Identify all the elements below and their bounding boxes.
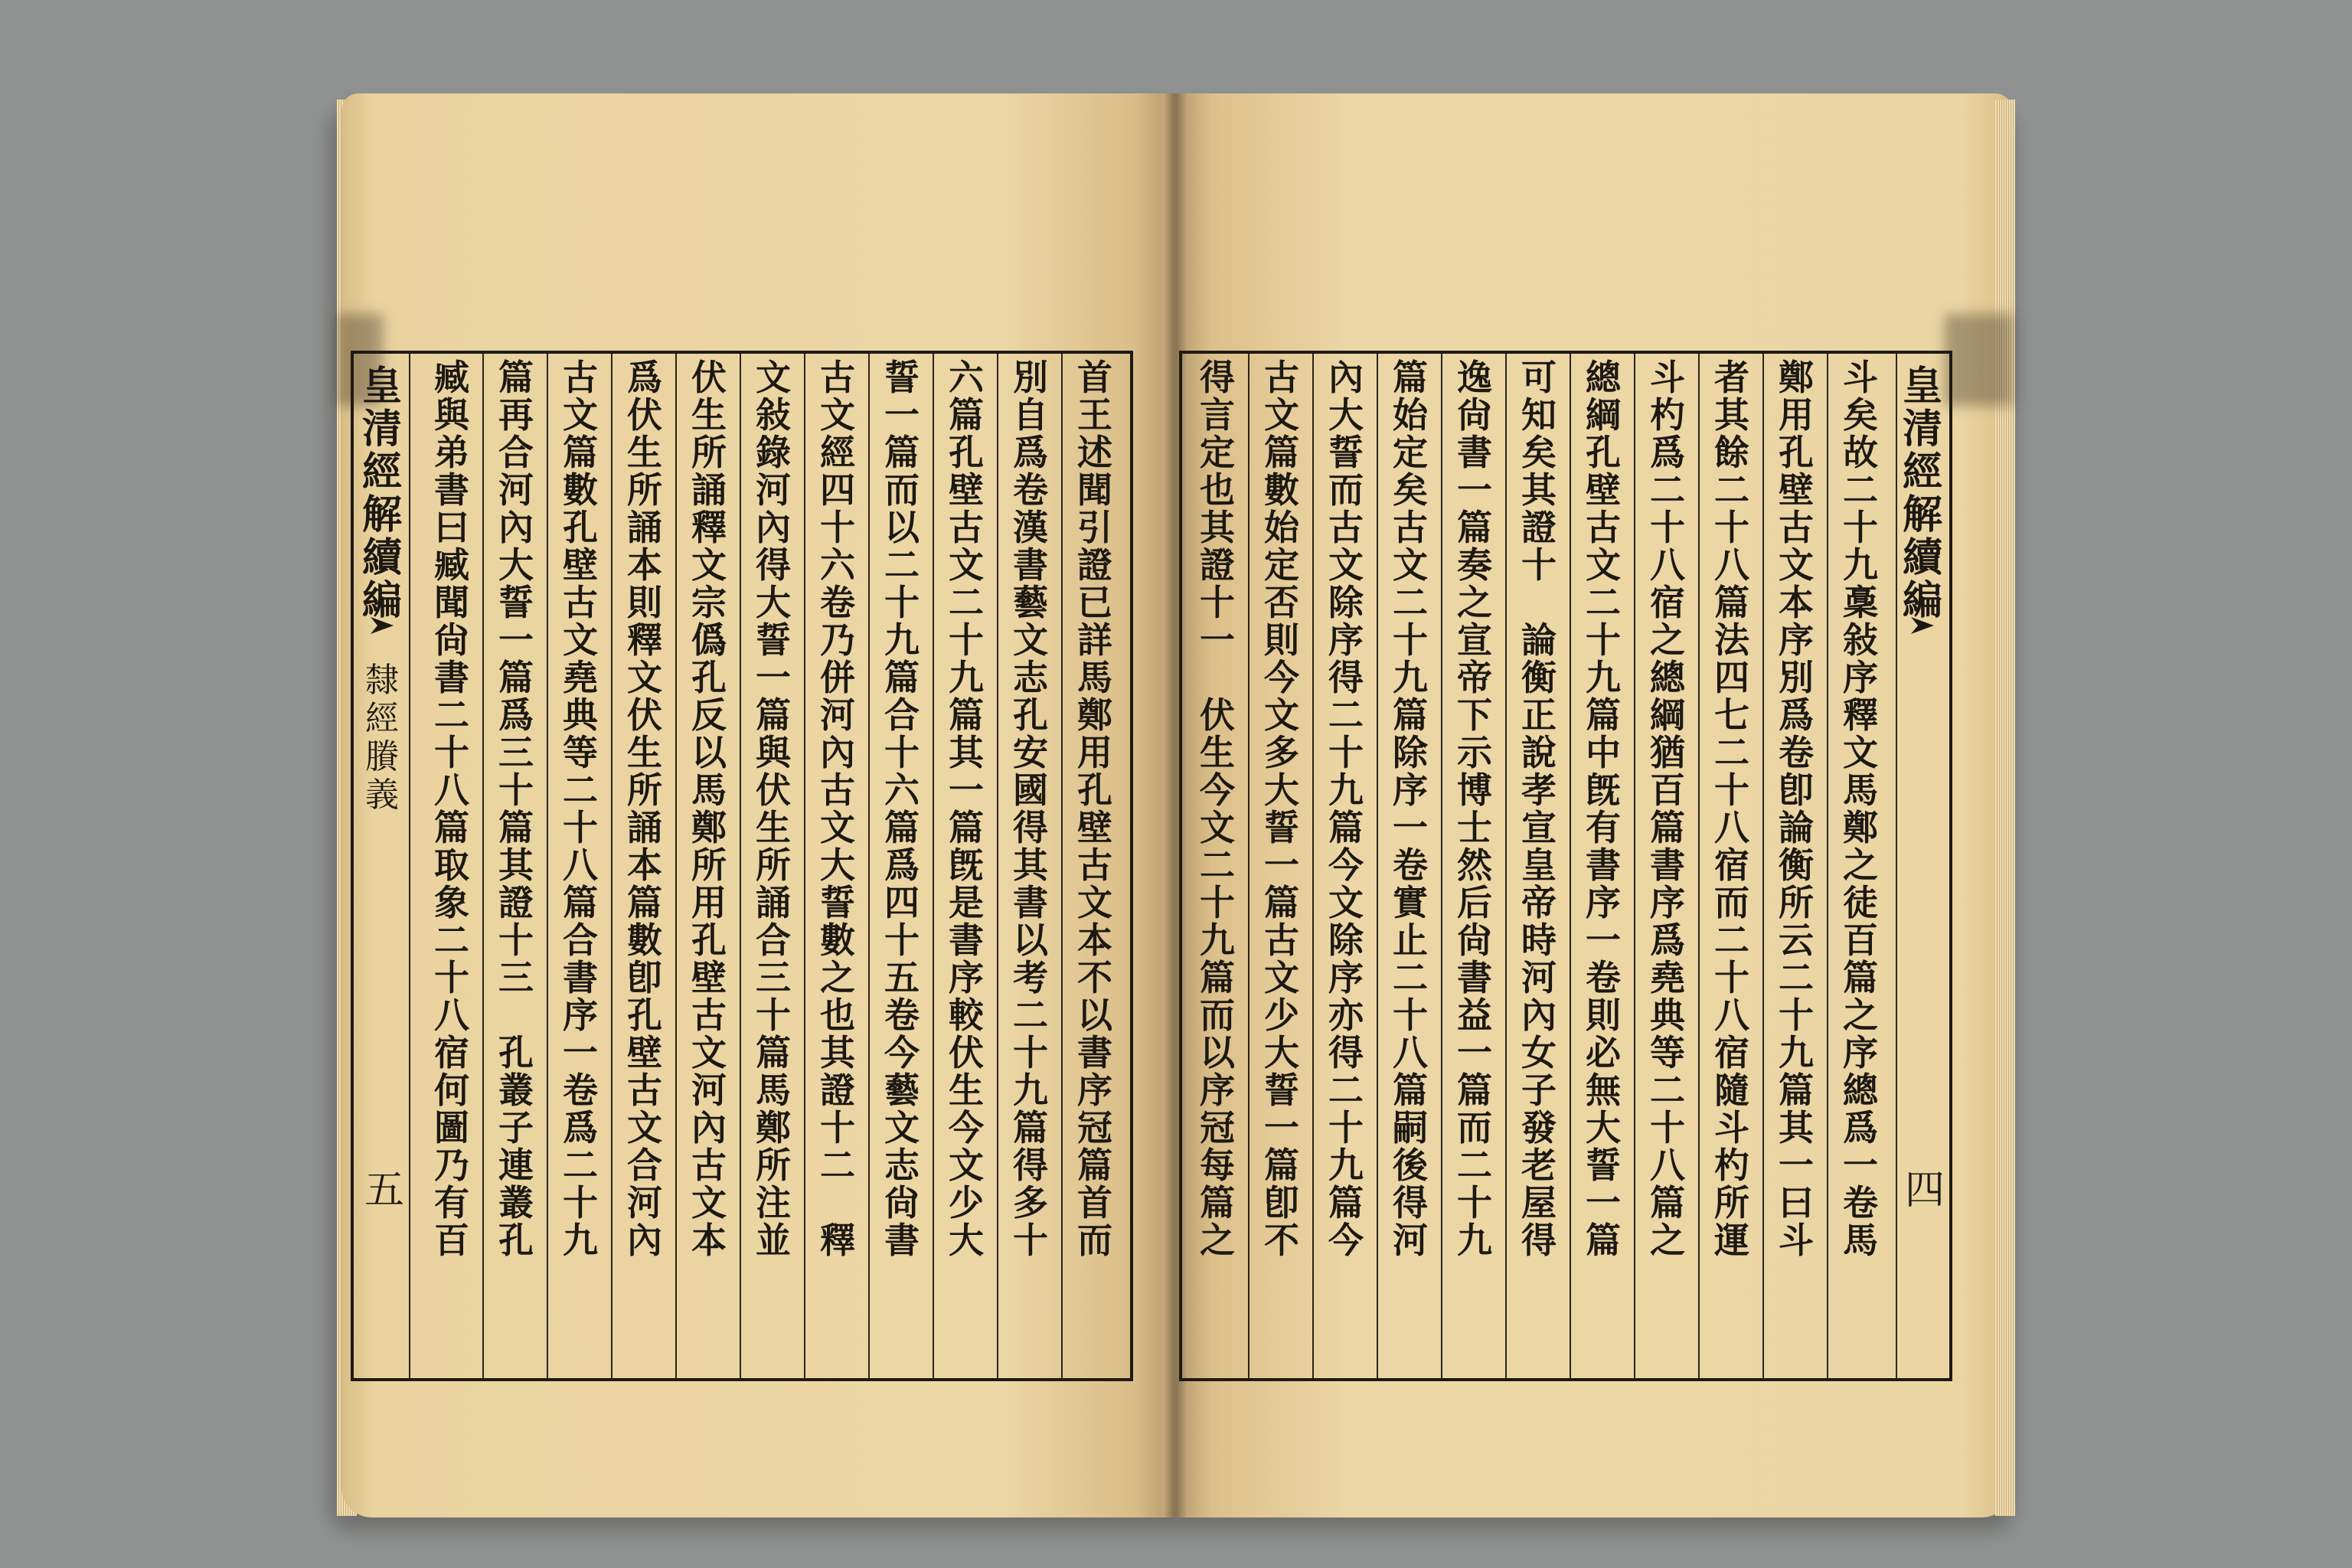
right-banner-title: 皇 清 經 解 續 編 [1902,363,1942,624]
left-text-frame [351,351,1133,1381]
text-column: 斗 矣 故 二 十 九 稾 敍 序 釋 文 馬 鄭 之 徒 百 篇 之 序 總 爲 一 卷 馬 [1843,357,1878,1261]
left-page-banner [358,354,406,1378]
right-page-number: 四 [1904,1168,1945,1214]
right-page-banner [1899,354,1946,1378]
right-text-frame [1179,351,1952,1381]
text-column: 得 言 定 也 其 證 十 一 伏 生 今 文 二 十 九 篇 而 以 序 冠 每 篇 之 [1200,357,1235,1261]
text-column: 誓 一 篇 而 以 二 十 九 篇 合 十 六 篇 爲 四 十 五 卷 今 藝 文 志 尙 書 [884,357,920,1261]
text-column: 古 文 篇 數 始 定 否 則 今 文 多 大 誓 一 篇 古 文 少 大 誓 一 篇 卽 不 [1264,357,1299,1261]
text-column: 古 文 篇 數 孔 壁 古 文 堯 典 等 二 十 八 篇 合 書 序 一 卷 爲 二 十 九 [563,357,598,1261]
text-column: 爲 伏 生 所 誦 本 則 釋 文 伏 生 所 誦 本 篇 數 卽 孔 壁 古 文 合 河 內 [627,357,662,1261]
text-column: 文 敍 錄 河 內 得 大 誓 一 篇 與 伏 生 所 誦 合 三 十 篇 馬 鄭 所 注 並 [756,357,791,1261]
text-column: 逸 尙 書 一 篇 奏 之 宣 帝 下 示 博 士 然 后 尙 書 益 一 篇 而 二 十 九 [1457,357,1492,1261]
text-column: 臧 與 弟 書 曰 臧 聞 尙 書 二 十 八 篇 取 象 二 十 八 宿 何 圖 乃 有 百 [434,357,469,1261]
text-column: 古 文 經 四 十 六 卷 乃 併 河 內 古 文 大 誓 數 之 也 其 證 十 二 釋 [820,357,855,1261]
text-column: 伏 生 所 誦 釋 文 宗 僞 孔 反 以 馬 鄭 所 用 孔 壁 古 文 河 內 古 文 本 [691,357,727,1261]
text-column: 別 自 爲 卷 漢 書 藝 文 志 孔 安 國 得 其 書 以 考 二 十 九 篇 得 多 十 [1013,357,1048,1261]
text-column: 可 知 矣 其 證 十 論 衡 正 說 孝 宣 皇 帝 時 河 內 女 子 發 老 屋 得 [1521,357,1557,1261]
text-column: 首 王 述 聞 引 證 已 詳 馬 鄭 用 孔 壁 古 文 本 不 以 書 序 冠 篇 首 而 [1077,357,1112,1261]
text-column: 鄭 用 孔 壁 古 文 本 序 別 爲 卷 卽 論 衡 所 云 二 十 九 篇 其 一 曰 斗 [1779,357,1814,1261]
left-banner-title: 皇 清 經 解 續 編 [361,363,402,624]
text-column: 者 其 餘 二 十 八 篇 法 四 七 二 十 八 宿 而 二 十 八 宿 隨 斗 杓 所 運 [1714,357,1749,1261]
text-column: 總 綱 孔 壁 古 文 二 十 九 篇 中 旣 有 書 序 一 卷 則 必 無 大 誓 一 篇 [1586,357,1621,1261]
column-rule [1896,354,1897,1378]
right-ink-smudge [1945,314,2014,406]
column-rule [409,354,410,1378]
text-column: 六 篇 孔 壁 古 文 二 十 九 篇 其 一 篇 旣 是 書 序 較 伏 生 今 文 少 大 [949,357,984,1261]
text-column: 斗 杓 爲 二 十 八 宿 之 總 綱 猶 百 篇 書 序 爲 堯 典 等 二 十 八 篇 之 [1650,357,1685,1261]
right-page-edges [1995,100,2015,1516]
text-column: 篇 始 定 矣 古 文 二 十 九 篇 除 序 一 卷 實 止 二 十 八 篇 嗣 後 得 河 [1393,357,1428,1261]
left-page-number: 五 [364,1168,405,1214]
text-column: 篇 再 合 河 內 大 誓 一 篇 爲 三 十 篇 其 證 十 三 孔 叢 子 連 叢 孔 [498,357,534,1261]
left-banner-subtitle: 隸 經 賸 義 [365,661,399,815]
text-column: 內 大 誓 而 古 文 除 序 得 二 十 九 篇 今 文 除 序 亦 得 二 十 九 篇 今 [1328,357,1364,1261]
